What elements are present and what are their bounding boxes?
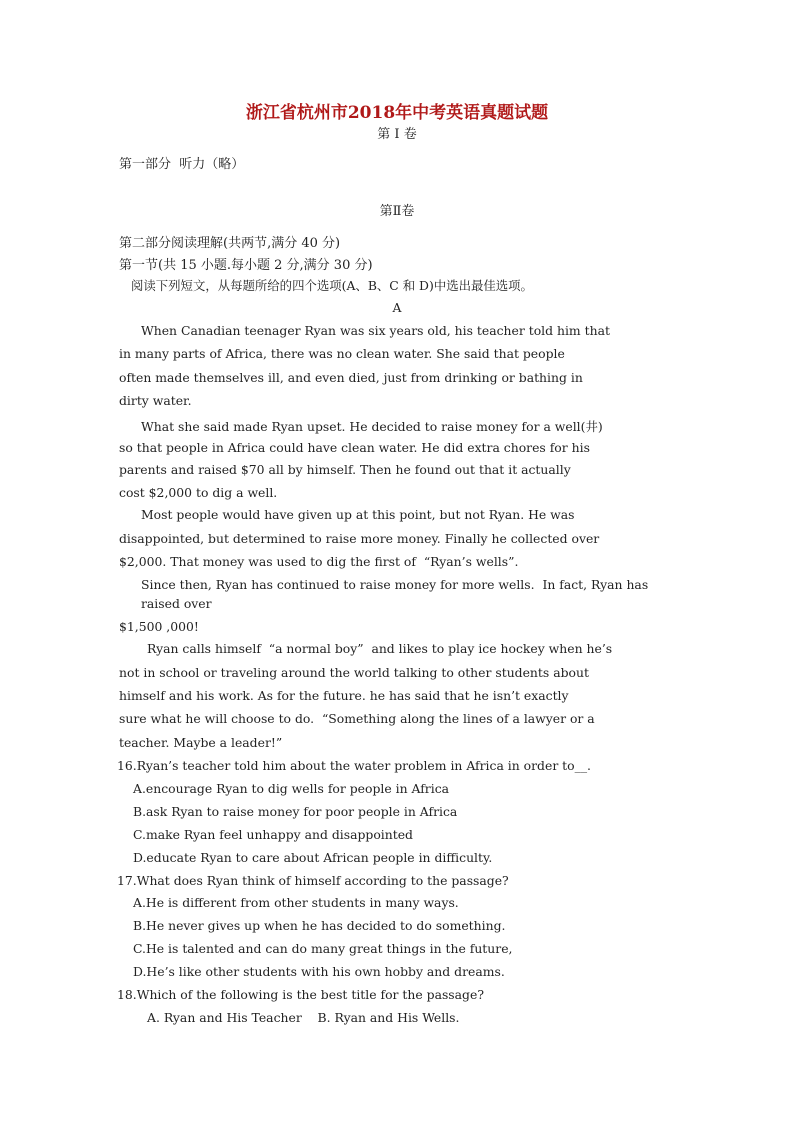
question-17: 17.What does Ryan think of himself according to the passage? (117, 873, 509, 888)
passage-line: What she said made Ryan upset. He decided to raise money for a well(井) (141, 419, 603, 434)
passage-line: so that people in Africa could have clean water. He did extra chores for his (119, 440, 590, 455)
question-16: 16.Ryan’s teacher told him about the water problem in Africa in order to__. (117, 758, 591, 773)
passage-line: dirty water. (119, 393, 192, 408)
option-line: C.He is talented and can do many great things in the future, (133, 941, 513, 956)
passage-line: Since then, Ryan has continued to raise money for more wells. In fact, Ryan has (141, 577, 649, 592)
option-line: B.He never gives up when he has decided to do something. (133, 918, 506, 933)
passage-line: teacher. Maybe a leader!” (119, 735, 283, 750)
instruction-text: 阅读下列短文，从每题所给的四个选项(A、B、C 和 D)中选出最佳选项。 (131, 278, 533, 293)
passage-line: himself and his work. As for the future. he has said that he isn’t exactly (119, 688, 569, 703)
option-line: D.He’s like other students with his own hobby and dreams. (133, 964, 505, 979)
passage-line: in many parts of Africa, there was no clean water. She said that people (119, 346, 565, 361)
passage-line: often made themselves ill, and even died, just from drinking or bathing in (119, 370, 583, 385)
passage-line: parents and raised $70 all by himself. Then he found out that it actually (119, 462, 571, 477)
option-line: A.He is different from other students in many ways. (133, 895, 459, 910)
section-1-heading: 第一节(共 15 小题.每小题 2 分,满分 30 分) (119, 258, 373, 273)
option-line: A. Ryan and His Teacher B. Ryan and His Wells. (147, 1010, 460, 1025)
passage-line: $1,500 ,000! (119, 619, 199, 634)
passage-line: Most people would have given up at this point, but not Ryan. He was (141, 507, 575, 522)
passage-line: disappointed, but determined to raise more money. Finally he collected over (119, 531, 600, 546)
passage-line: cost $2,000 to dig a well. (119, 485, 278, 500)
option-line: D.educate Ryan to care about African people in difficulty. (133, 850, 493, 865)
passage-line: raised over (141, 596, 212, 611)
volume-2-heading: 第Ⅱ卷 (379, 204, 415, 219)
option-line: C.make Ryan feel unhappy and disappointed (133, 827, 413, 842)
page-title: 浙江省杭州市2018年中考英语真题试题 (245, 103, 549, 123)
option-line: A.encourage Ryan to dig wells for people in Africa (133, 781, 450, 796)
question-18: 18.Which of the following is the best title for the passage? (117, 987, 484, 1002)
volume-1-heading: 第 I 卷 (377, 127, 417, 142)
passage-line: Ryan calls himself “a normal boy” and likes to play ice hockey when he’s (147, 641, 613, 656)
passage-line: When Canadian teenager Ryan was six years old, his teacher told him that (141, 323, 610, 338)
part-2-heading: 第二部分阅读理解(共两节,满分 40 分) (119, 236, 341, 251)
passage-line: not in school or traveling around the world talking to other students about (119, 665, 589, 680)
option-line: B.ask Ryan to raise money for poor people in Africa (133, 804, 458, 819)
passage-label: A (392, 300, 402, 315)
passage-line: sure what he will choose to do. “Something along the lines of a lawyer or a (119, 711, 595, 726)
passage-line: $2,000. That money was used to dig the first of “Ryan’s wells”. (119, 554, 519, 569)
part-1-heading: 第一部分 听力（略） (119, 157, 245, 172)
